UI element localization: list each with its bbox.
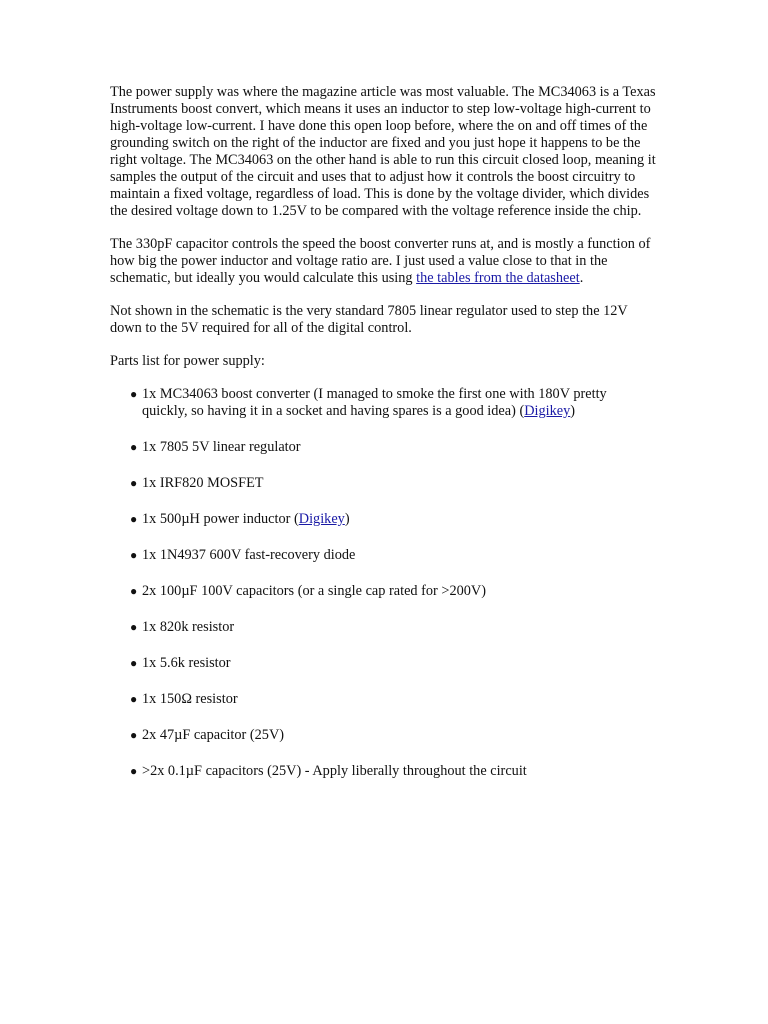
bullet-icon: ● (130, 764, 138, 778)
paragraph-regulator: Not shown in the schematic is the very standard 7805 linear regulator used to step the 12V down to the 5V required for all of the digital control. (110, 303, 628, 336)
list-item (110, 619, 642, 636)
list-item-text: 1x 1N4937 600V fast-recovery diode (142, 547, 356, 563)
bullet-icon: ● (130, 387, 138, 401)
list-item-text: 1x 150Ω resistor (142, 691, 238, 707)
list-item (110, 727, 642, 744)
paragraph-capacitor-end: . (579, 270, 584, 286)
parts-list (110, 386, 658, 780)
paragraph-capacitor (110, 236, 658, 287)
list-item-text: 1x 500µH power inductor ( (142, 511, 299, 527)
list-item-text: >2x 0.1µF capacitors (25V) - Apply liberally throughout the circuit (142, 763, 527, 779)
bullet-icon: ● (130, 656, 138, 670)
list-item-text: 2x 47µF capacitor (25V) (142, 727, 285, 743)
bullet-icon: ● (130, 440, 138, 454)
parts-heading: Parts list for power supply: (110, 353, 265, 369)
document-page (110, 84, 658, 799)
bullet-icon: ● (130, 584, 138, 598)
digikey-link[interactable]: Digikey (524, 403, 571, 419)
list-item (110, 691, 642, 708)
list-item-text-end: ) (570, 403, 576, 419)
bullet-icon: ● (130, 692, 138, 706)
bullet-icon: ● (130, 620, 138, 634)
list-item (110, 763, 642, 780)
list-item-text: 1x 7805 5V linear regulator (142, 439, 301, 455)
list-item (110, 547, 642, 564)
bullet-icon: ● (130, 728, 138, 742)
list-item-text: 1x 820k resistor (142, 619, 235, 635)
list-item-text: 2x 100µF 100V capacitors (or a single cap rated for >200V) (142, 583, 486, 599)
list-item (110, 386, 642, 420)
paragraph-capacitor-text: The 330pF capacitor controls the speed the boost converter runs at, and is mostly a function of how big the power inductor and voltage ratio are. I just used a value close to that in the schematic, but ideally you would calculate this using (110, 236, 651, 286)
paragraph-boost-converter: The power supply was where the magazine article was most valuable. The MC34063 is a Texas Instruments boost convert, which means it uses an inductor to step low-voltage high-current to high-voltage low-current. I have done this open loop before, where the on and off times of the grounding switch on the right of the inductor are fixed and you just hope it happens to be the right voltage. The MC34063 on the other hand is able to run this circuit closed loop, meaning it samples the output of the circuit and uses that to adjust how it controls the boost circuitry to maintain a fixed voltage, regardless of load. This is done by the voltage divider, which divides the desired voltage down to 1.25V to be compared with the voltage reference inside the chip. (110, 84, 656, 219)
bullet-icon: ● (130, 548, 138, 562)
list-item (110, 475, 642, 492)
bullet-icon: ● (130, 476, 138, 490)
bullet-icon: ● (130, 512, 138, 526)
digikey-link[interactable]: Digikey (298, 511, 345, 527)
list-item (110, 439, 642, 456)
list-item-text-end: ) (344, 511, 350, 527)
list-item-text: 1x 5.6k resistor (142, 655, 231, 671)
list-item (110, 511, 642, 528)
list-item (110, 655, 642, 672)
datasheet-tables-link[interactable]: the tables from the datasheet (416, 270, 580, 286)
list-item-text: 1x MC34063 boost converter (I managed to smoke the first one with 180V pretty quickly, so having it in a socket and having spares is a good idea) ( (142, 386, 607, 419)
list-item-text: 1x IRF820 MOSFET (142, 475, 264, 491)
list-item (110, 583, 642, 600)
